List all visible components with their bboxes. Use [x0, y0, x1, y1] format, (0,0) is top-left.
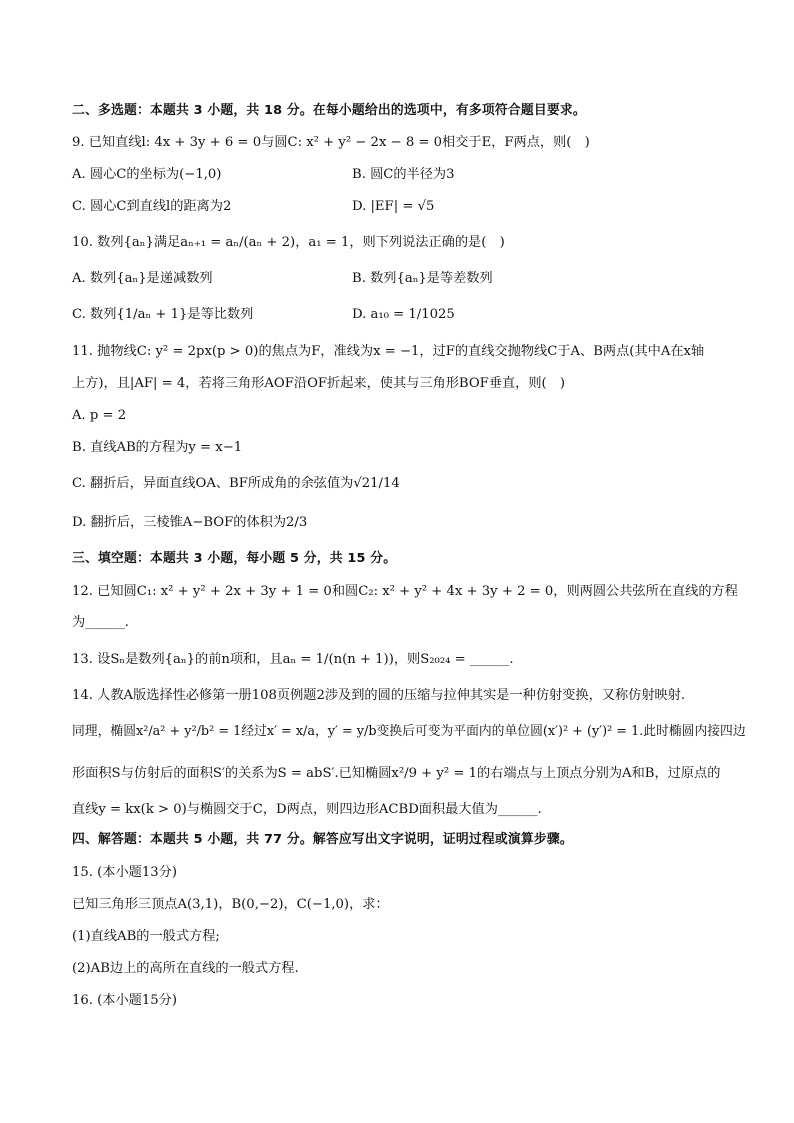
- q14-line3: 形面积S与仿射后的面积S′的关系为S = abS′.已知椭圆x²/9 + y² = 1的右端点与上顶点分别为A和B，过原点的: [72, 766, 721, 781]
- q9-option-b: B. 圆C的半径为3: [352, 167, 455, 182]
- q14-line2: 同理，椭圆x²/a² + y²/b² = 1经过x′ = x/a，y′ = y/b变换后可变为平面内的单位圆(x′)² + (y′)² = 1.此时椭圆内接四边: [72, 724, 746, 739]
- q11-option-c: C. 翻折后，异面直线OA、BF所成角的余弦值为√21/14: [72, 476, 400, 491]
- q10-option-c: C. 数列{1/aₙ + 1}是等比数列: [72, 307, 254, 322]
- q15-stem: 已知三角形三顶点A(3,1)，B(0,−2)，C(−1,0)，求：: [72, 897, 389, 912]
- q16-header: 16. (本小题15分): [72, 993, 177, 1008]
- q14-line1: 14. 人教A版选择性必修第一册108页例题2涉及到的圆的压缩与拉伸其实是一种仿射变换，又称仿射映射.: [72, 688, 686, 703]
- q11-option-a: A. p = 2: [72, 408, 127, 423]
- q9-stem: 9. 已知直线l: 4x + 3y + 6 = 0与圆C: x² + y² − 2x − 8 = 0相交于E，F两点，则( ): [72, 135, 590, 150]
- q10-stem: 10. 数列{aₙ}满足aₙ₊₁ = aₙ/(aₙ + 2)，a₁ = 1，则下列说法正确的是( ): [72, 235, 505, 250]
- q15-part1: (1)直线AB的一般式方程;: [72, 929, 220, 944]
- q14-line4: 直线y = kx(k > 0)与椭圆交于C，D两点，则四边形ACBD面积最大值为______.: [72, 802, 542, 817]
- q15-header: 15. (本小题13分): [72, 865, 177, 880]
- section-heading-fill-blank: 三、填空题：本题共 3 小题，每小题 5 分，共 15 分。: [72, 551, 397, 566]
- q10-option-d: D. a₁₀ = 1/1025: [352, 307, 455, 322]
- q11-option-b: B. 直线AB的方程为y = x−1: [72, 440, 243, 455]
- q11-stem-line2: 上方)，且|AF| = 4，若将三角形AOF沿OF折起来，使其与三角形BOF垂直，则( ): [72, 376, 566, 391]
- q12-line2: 为______.: [72, 615, 129, 630]
- section-heading-solve: 四、解答题：本题共 5 小题，共 77 分。解答应写出文字说明，证明过程或演算步骤。: [72, 832, 573, 847]
- q9-option-c: C. 圆心C到直线l的距离为2: [72, 199, 232, 214]
- q11-option-d: D. 翻折后，三棱锥A−BOF的体积为2/3: [72, 515, 308, 530]
- q12-line1: 12. 已知圆C₁: x² + y² + 2x + 3y + 1 = 0和圆C₂: x² + y² + 4x + 3y + 2 = 0，则两圆公共弦所在直线的方程: [72, 584, 738, 599]
- q9-option-d: D. |EF| = √5: [352, 199, 435, 214]
- q10-option-b: B. 数列{aₙ}是等差数列: [352, 271, 493, 286]
- q13-line1: 13. 设Sₙ是数列{aₙ}的前n项和，且aₙ = 1/(n(n + 1))，则S₂₀₂₄ = ______.: [72, 652, 514, 667]
- q11-stem-line1: 11. 抛物线C: y² = 2px(p > 0)的焦点为F，准线为x = −1，过F的直线交抛物线C于A、B两点(其中A在x轴: [72, 344, 705, 359]
- q15-part2: (2)AB边上的高所在直线的一般式方程.: [72, 961, 299, 976]
- q9-option-a: A. 圆心C的坐标为(−1,0): [72, 167, 222, 182]
- section-heading-multi-choice: 二、多选题：本题共 3 小题，共 18 分。在每小题给出的选项中，有多项符合题目要求。: [72, 103, 586, 118]
- q10-option-a: A. 数列{aₙ}是递减数列: [72, 271, 213, 286]
